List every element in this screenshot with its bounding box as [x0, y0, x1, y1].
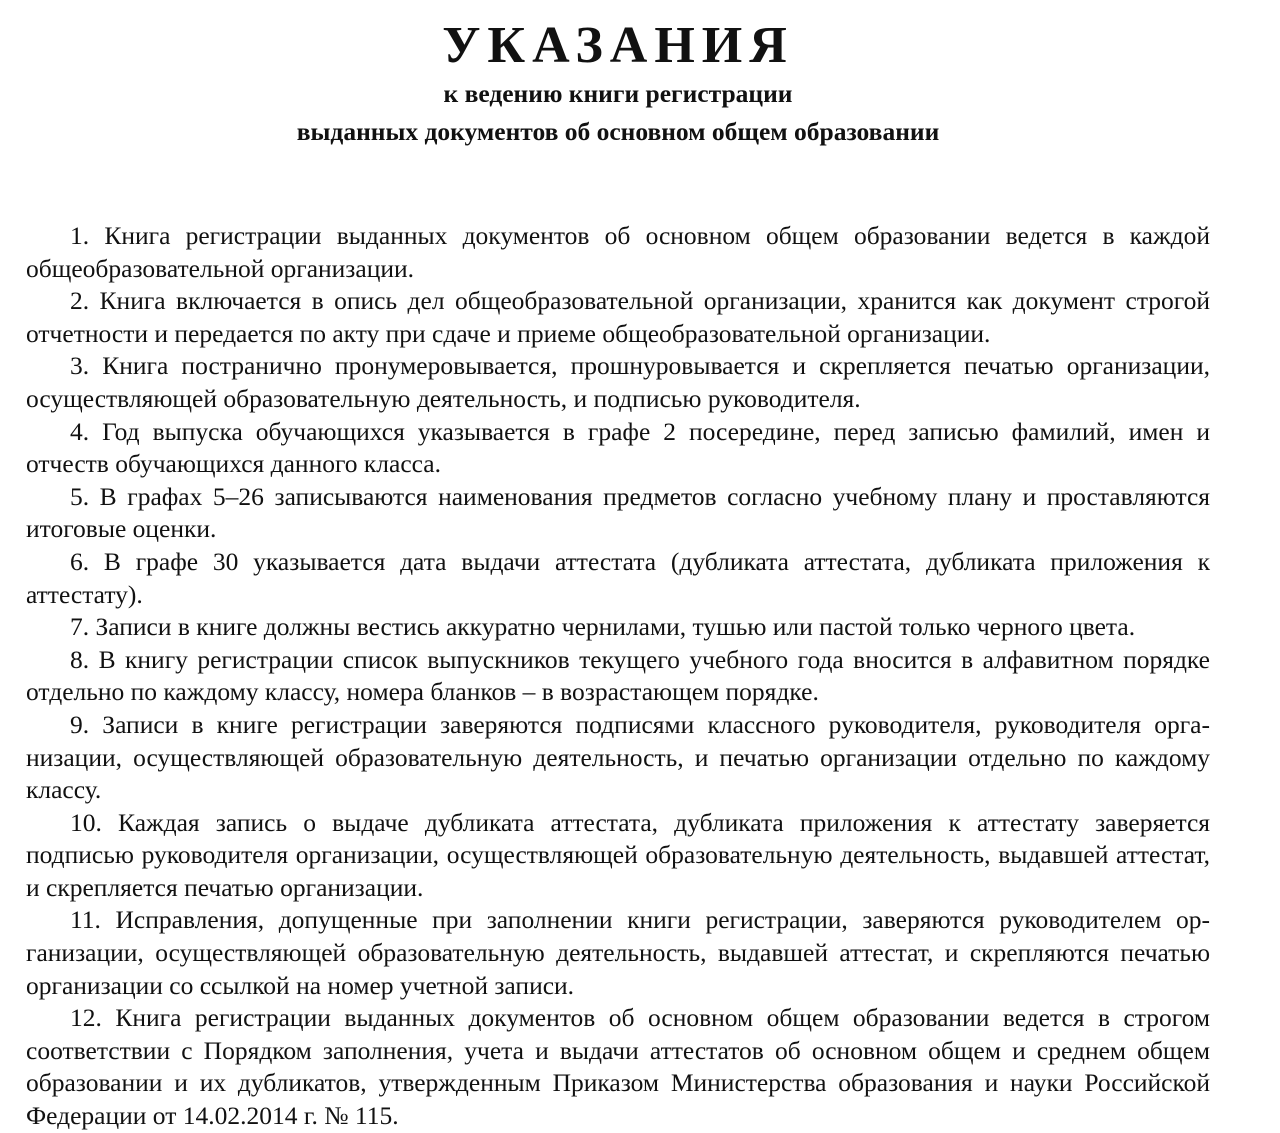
instruction-item-11: 11. Исправления, допущенные при заполнении книги регистрации, заверяются руководителем организации, осуществляющей образовательную деятельность, выдавшей аттестат, и скрепляются печатью организации со ссылкой на номер учетной записи.: [26, 905, 1210, 1000]
instruction-item-8: 8. В книгу регистрации список выпускников текущего учебного года вносится в алфавитном порядке отдельно по каждому классу, номера бланков – в возрастающем порядке.: [26, 644, 1210, 707]
document-subtitle-line-2: выданных документов об основном общем образовании: [296, 117, 940, 146]
instruction-item-4: 4. Год выпуска обучающихся указывается в графе 2 посередине, перед записью фамилий, имен и отчеств обучающихся данного класса.: [26, 416, 1210, 479]
document-subtitle-line-1: к ведению книги регистрации: [443, 79, 793, 108]
instruction-item-10: 10. Каждая запись о выдаче дубликата аттестата, дубликата приложения к аттестату заверяется подписью руководителя организации, осуществляющей образовательную деятельность, выдавшей аттестат, и скрепляется печатью организации.: [26, 807, 1210, 902]
instruction-item-3: 3. Книга постранично пронумеровывается, прошнуровывается и скрепляется печатью организации, осуществляющей образовательную деятельность, и подписью руководителя.: [26, 351, 1210, 413]
instruction-item-2: 2. Книга включается в опись дел общеобразовательной организации, хранится как документ строгой отчетности и передается по акту при сдаче и приеме общеобразовательной организации.: [26, 286, 1210, 348]
instruction-item-7: 7. Записи в книге должны вестись аккуратно чернилами, тушью или пастой только черного цвета.: [70, 612, 1136, 642]
instruction-item-5: 5. В графах 5–26 записываются наименования предметов согласно учебному плану и проставляются итоговые оценки.: [26, 481, 1210, 544]
document-title: УКАЗАНИЯ: [442, 17, 794, 74]
instruction-item-12: 12. Книга регистрации выданных документов об основном общем образовании ведется в строгом соответствии с Порядком заполнения, учета и выдачи аттестатов об основном общем и среднем общем образовании и их дубликатов, утвержденным Приказом Министерства образования и науки Российской Федерации от 14.02.2014 г. № 115.: [26, 1003, 1210, 1131]
instructions-list: [26, 220, 1210, 1133]
document-page: [26, 0, 1210, 1133]
instruction-item-1: 1. Книга регистрации выданных документов об основном общем образовании ведется в каждой общеобразовательной организации.: [26, 221, 1210, 283]
instruction-item-9: 9. Записи в книге регистрации заверяются подписями классного руководителя, руководителя организации, осуществляющей образовательную деятельность, и печатью организации отдельно по каждому классу.: [26, 709, 1210, 805]
instruction-item-6: 6. В графе 30 указывается дата выдачи аттестата (дубликата аттестата, дубликата приложения к аттестату).: [26, 546, 1210, 609]
